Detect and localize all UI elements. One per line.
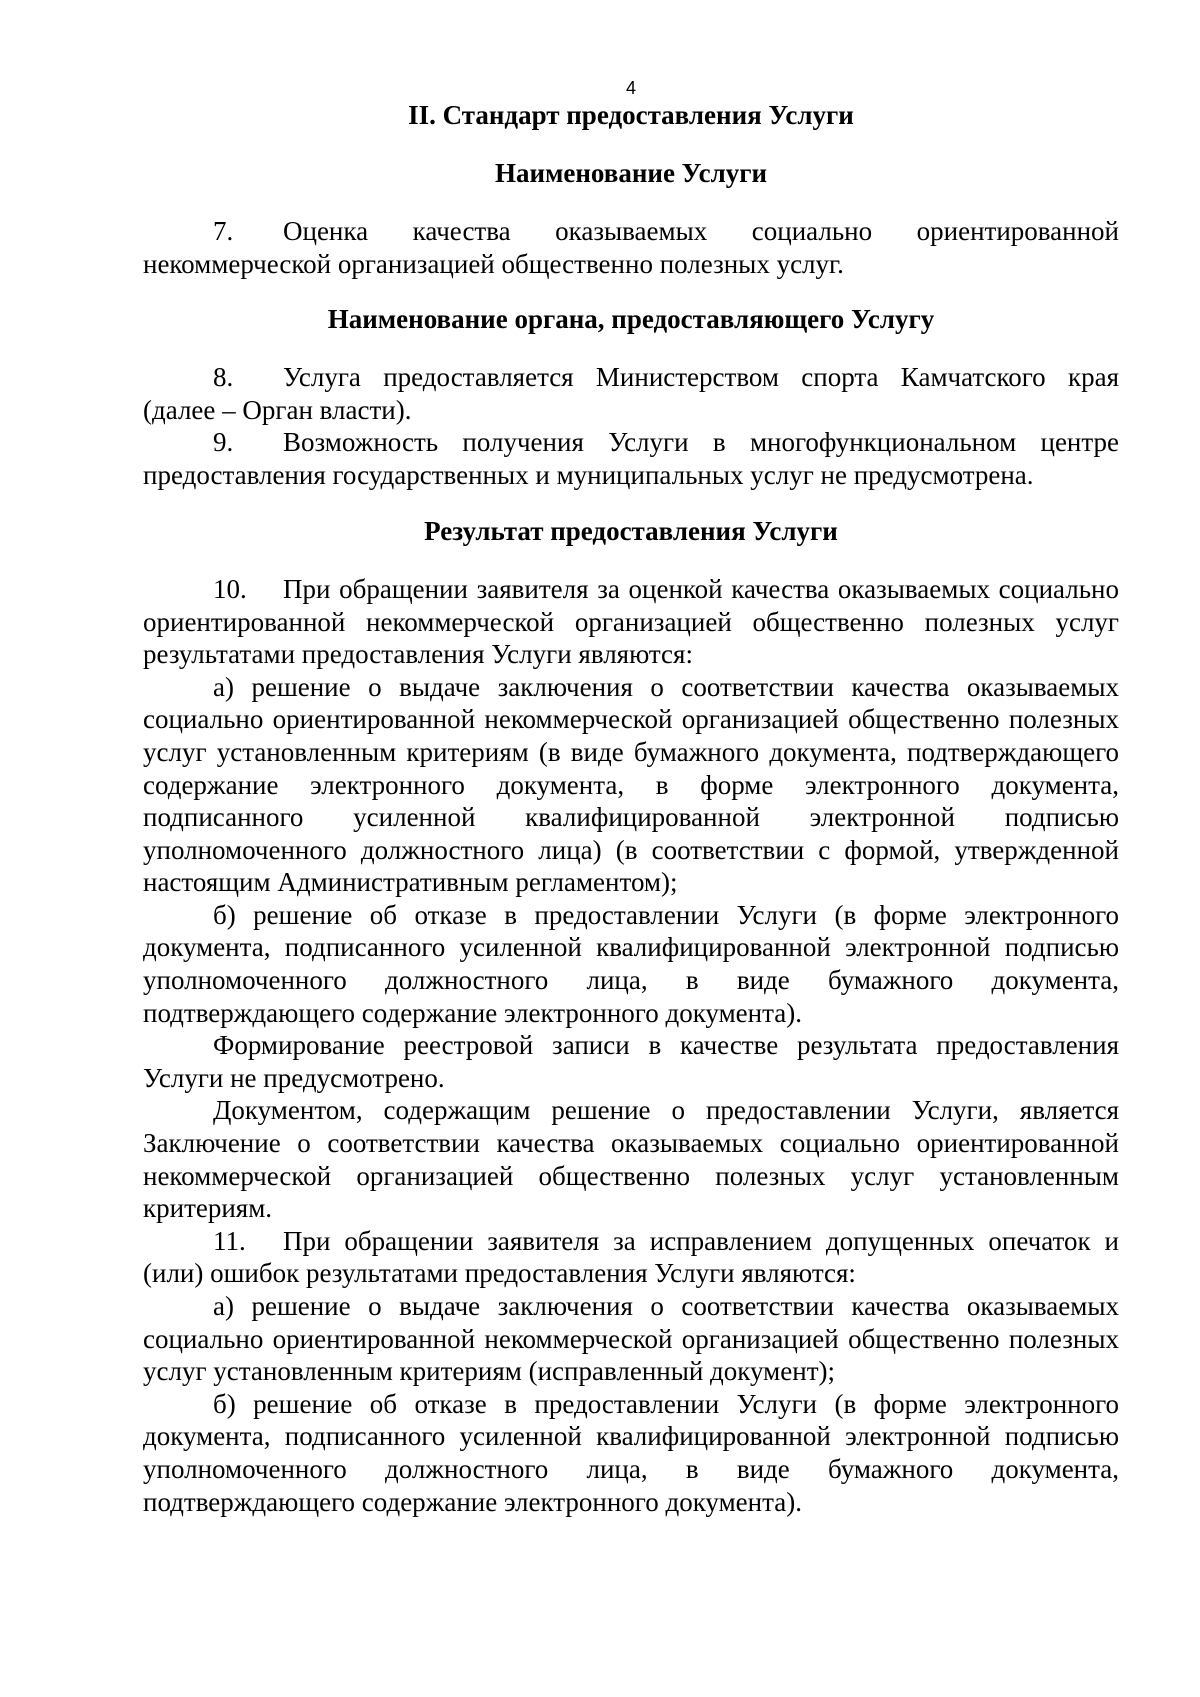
paragraph-text: Услуга предоставляется Министерством спорта Камчатского края (далее – Орган власти). bbox=[143, 361, 1119, 425]
paragraph-number: 7. bbox=[213, 216, 234, 247]
paragraph-number: 9. bbox=[213, 427, 234, 458]
paragraph-number: 8. bbox=[213, 361, 234, 392]
paragraph-10-b: б) решение об отказе в предоставлении Услуги (в форме электронного документа, подписанного усиленной квалифицированной электронной подписью уполномоченного должностного лица, в виде бумажного документа, подтверждающего содержание электронного документа). bbox=[143, 899, 1119, 1028]
document-body bbox=[143, 99, 1119, 1518]
paragraph-10-document: Документом, содержащим решение о предоставлении Услуги, является Заключение о соответствии качества оказываемых социально ориентированной некоммерческой организацией общественно полезных услуг установленным критериям. bbox=[143, 1095, 1119, 1224]
paragraph-text: Возможность получения Услуги в многофункциональном центре предоставления государственных и муниципальных услуг не предусмотрена. bbox=[143, 427, 1119, 490]
paragraph-8 bbox=[143, 361, 1119, 426]
heading-authority-name: Наименование органа, предоставляющего Услугу bbox=[327, 304, 935, 335]
paragraph-11-b: б) решение об отказе в предоставлении Услуги (в форме электронного документа, подписанного усиленной квалифицированной электронной подписью уполномоченного должностного лица, в виде бумажного документа, подтверждающего содержание электронного документа). bbox=[143, 1388, 1119, 1517]
paragraph-text: При обращении заявителя за оценкой качества оказываемых социально ориентированной некоммерческой организацией общественно полезных услуг результатами предоставления Услуги являются: bbox=[143, 573, 1119, 670]
paragraph-10 bbox=[143, 573, 1119, 671]
paragraph-text: При обращении заявителя за исправлением допущенных опечаток и (или) ошибок результатами предоставления Услуги являются: bbox=[143, 1225, 1119, 1289]
paragraph-10-a: а) решение о выдаче заключения о соответствии качества оказываемых социально ориентированной некоммерческой организацией общественно полезных услуг установленным критериям (в виде бумажного документа, подтверждающего содержание электронного документа, в форме электронного документа, подписанного усиленной квалифицированной электронной подписью уполномоченного должностного лица) (в соответствии с формой, утвержденной настоящим Административным регламентом); bbox=[143, 671, 1119, 898]
paragraph-number: 10. bbox=[213, 573, 247, 604]
paragraph-11-a: а) решение о выдаче заключения о соответствии качества оказываемых социально ориентированной некоммерческой организацией общественно полезных услуг установленным критериям (исправленный документ); bbox=[143, 1291, 1119, 1387]
paragraph-9 bbox=[143, 426, 1119, 491]
heading-service-name: Наименование Услуги bbox=[494, 157, 768, 188]
paragraph-7 bbox=[143, 215, 1119, 280]
section-title: II. Стандарт предоставления Услуги bbox=[408, 100, 854, 130]
paragraph-11 bbox=[143, 1225, 1119, 1290]
paragraph-number: 11. bbox=[213, 1225, 246, 1256]
heading-service-result: Результат предоставления Услуги bbox=[424, 516, 838, 547]
paragraph-text: Оценка качества оказываемых социально ориентированной некоммерческой организацией общественно полезных услуг. bbox=[143, 216, 1119, 279]
page-number: 4 bbox=[625, 78, 636, 98]
paragraph-10-registry: Формирование реестровой записи в качестве результата предоставления Услуги не предусмотрено. bbox=[143, 1030, 1119, 1093]
